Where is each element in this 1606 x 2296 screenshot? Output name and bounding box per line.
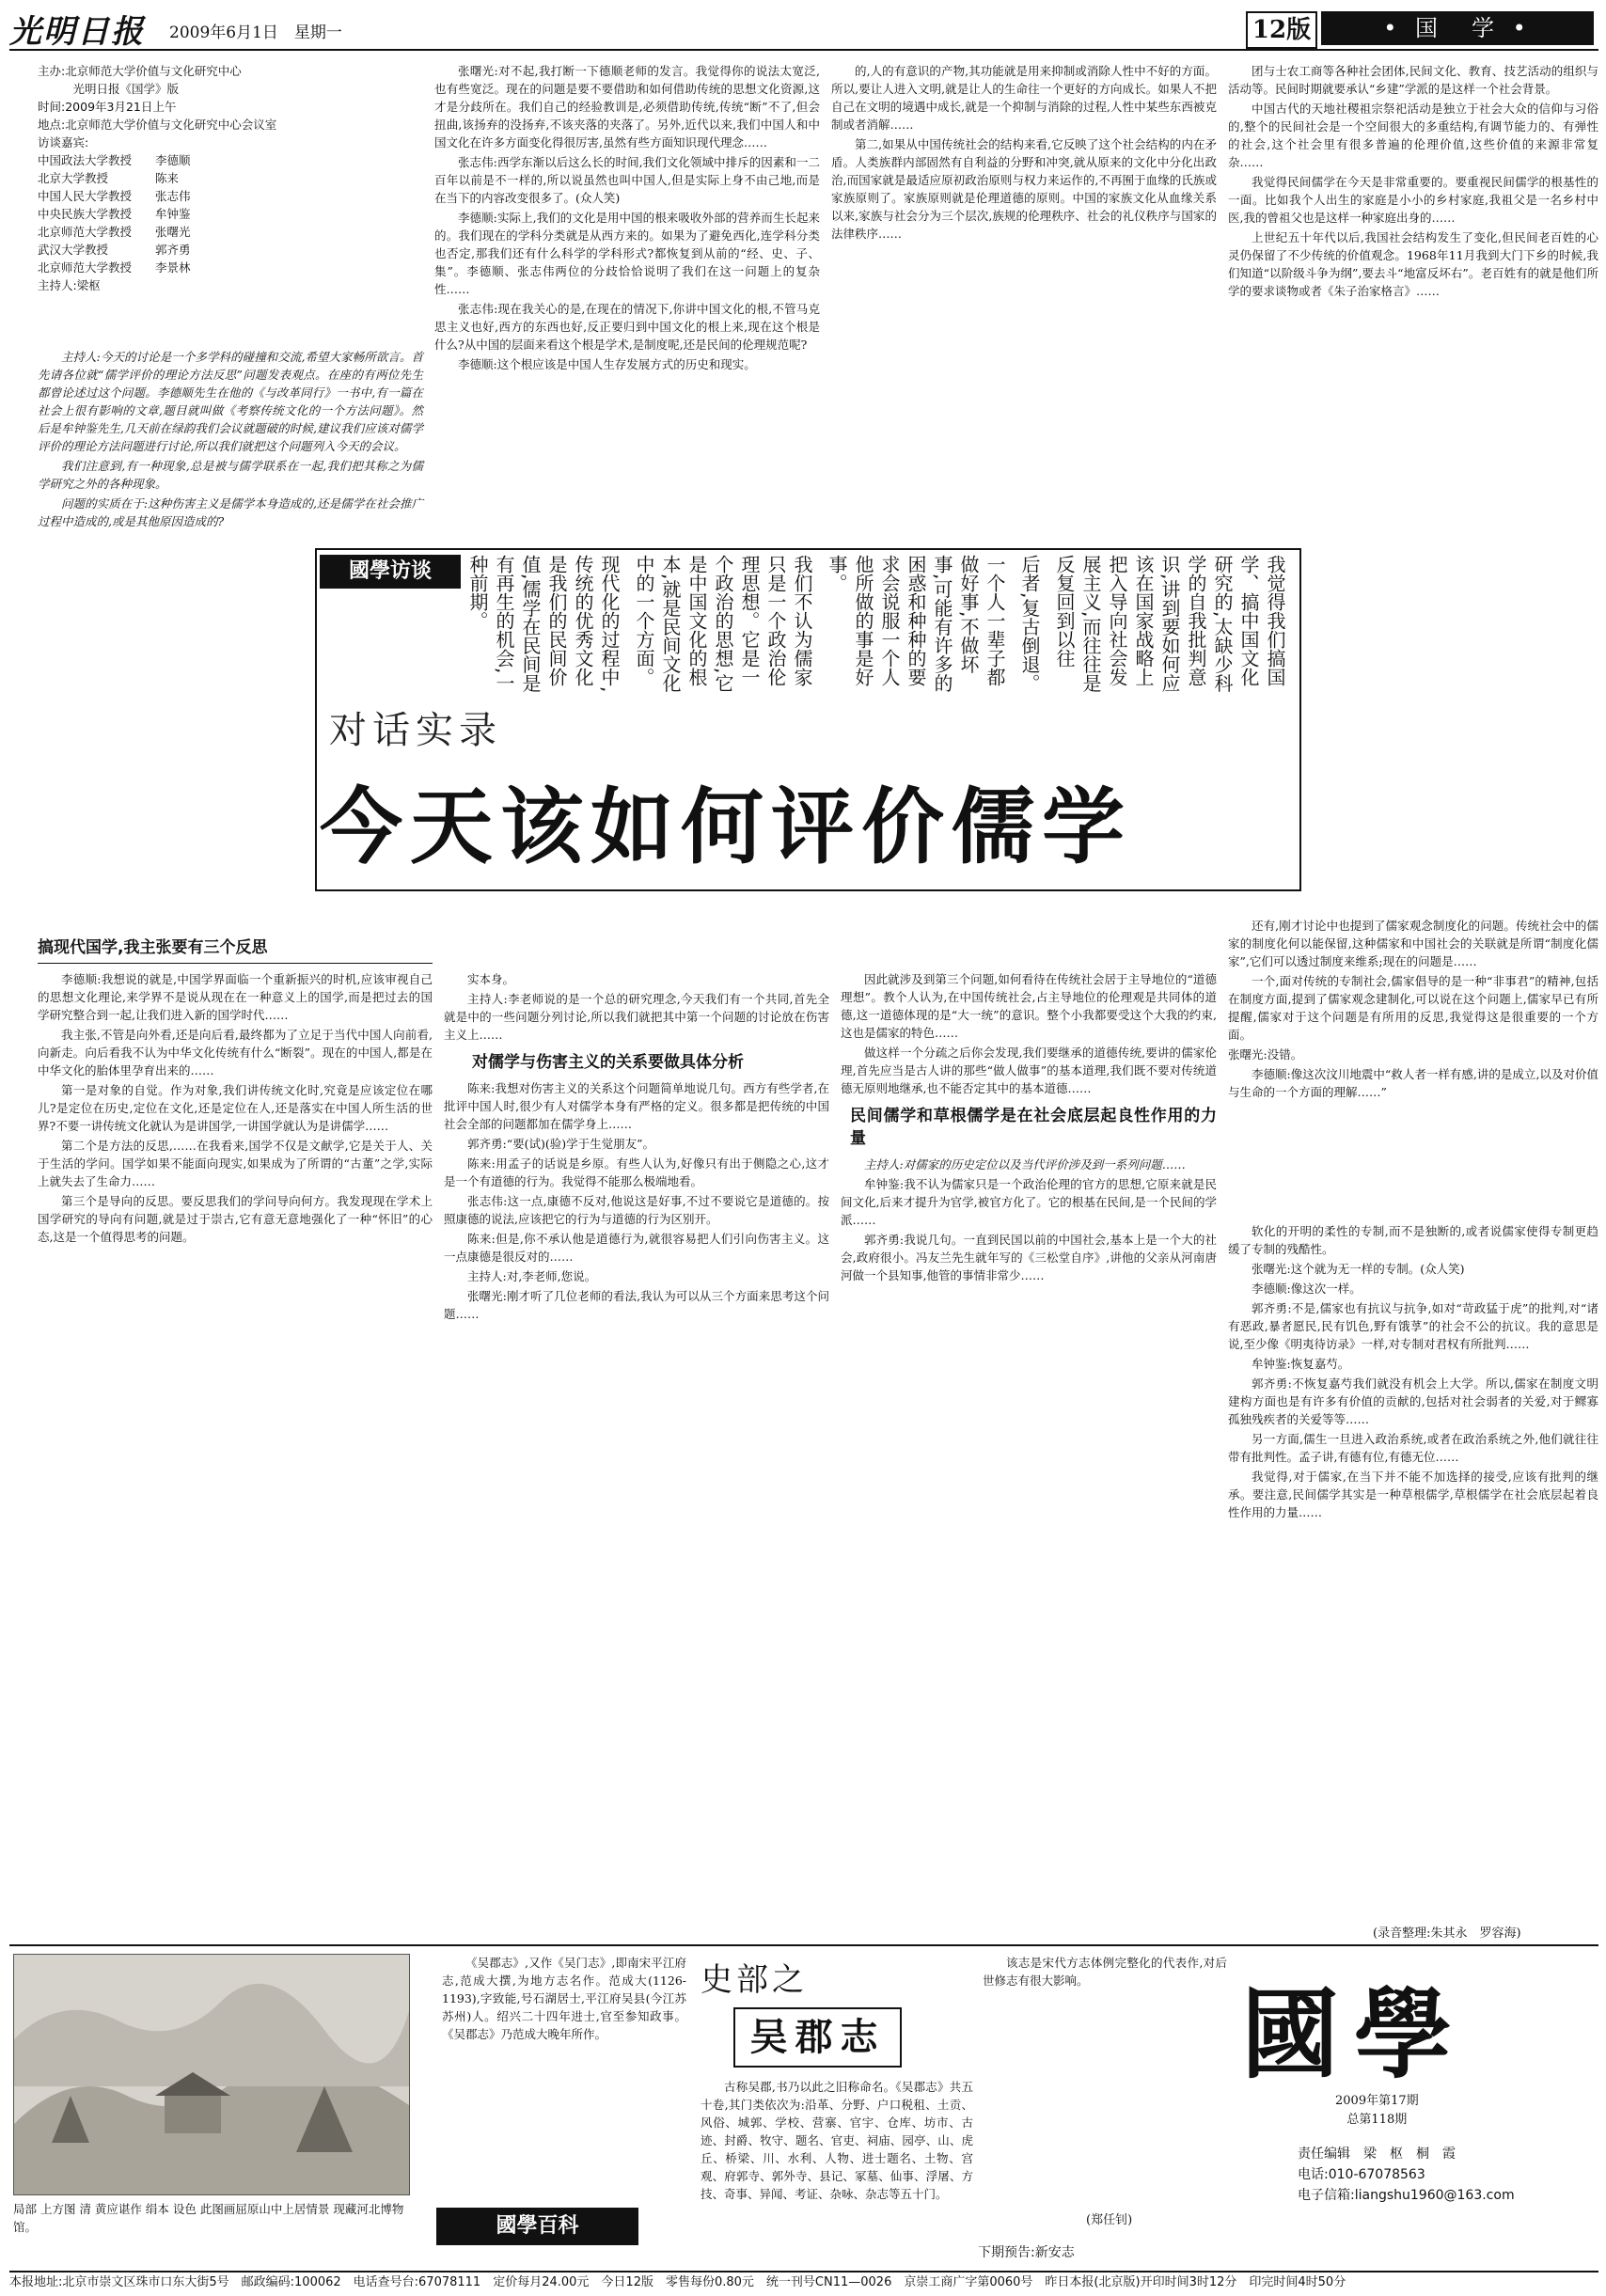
dialogue-paragraph: 主持人:对,李老师,您说。 bbox=[467, 1269, 597, 1283]
section-name: • 国 学 • bbox=[1321, 11, 1594, 45]
dialogue-paragraph: 牟钟鉴:我不认为儒家只是一个政治伦理的官方的思想,它原来就是民间文化,后来才提升为官学,被官方化了。它的根基在民间,是一个民间的学派…… bbox=[841, 1177, 1217, 1227]
dialogue-paragraph: 郭齐勇:不恢复嘉芍我们就没有机会上大学。所以,儒家在制度文明建构方面也是有许多有价值的贡献的,包括对社会弱者的关爱,对于鳏寡孤独残疾者的关爱等等…… bbox=[1228, 1376, 1598, 1426]
baike-entry-title: 吴郡志 bbox=[733, 2007, 902, 2068]
dialogue-paragraph: 另一方面,儒生一旦进入政治系统,或者在政治系统之外,他们就往往带有批判性。孟子讲,有德有位,有德无位…… bbox=[1228, 1432, 1598, 1464]
page-number: 12版 bbox=[1246, 11, 1317, 49]
dialogue-paragraph: 我主张,不管是向外看,还是向后看,最终都为了立足于当代中国人向前看,向新走。向后看我不认为中华文化传统有什么“断裂”。现在的中国人,都是在中华文化的胎体里孕育出来的…… bbox=[38, 1028, 433, 1077]
event-meta bbox=[38, 62, 423, 344]
intro-paragraph: 我们注意到,有一种现象,总是被与儒学联系在一起,我们把其称之为儒学研究之外的各种现象。 bbox=[38, 459, 423, 491]
dialogue-paragraph: 陈来:但是,你不承认他是道德行为,就很容易把人们引向伤害主义。这一点康德是很反对的…… bbox=[444, 1232, 829, 1264]
baike-text-block-2 bbox=[701, 2078, 973, 2228]
baike-category: 史部之 bbox=[701, 1961, 808, 1999]
issue-line: 总第118期 bbox=[1346, 2113, 1408, 2127]
lower-column-3 bbox=[841, 970, 1217, 1934]
dialogue-paragraph: 团与士农工商等各种社会团体,民间文化、教育、技艺活动的组织与活动等。民间时期就要承认“乡建”学派的是这样一个社会背景。 bbox=[1228, 64, 1598, 96]
pull-quote-line: 我觉得我们搞国学、搞中国文化研究的,太缺少科学的自我批判意识,讲到要如何应该在国家战略上把入导向社会发展主义,而往往是反复回到以往 bbox=[1053, 555, 1286, 693]
dialogue-paragraph: 张志伟:西学东渐以后这么长的时间,我们文化领域中排斥的因素和一二百年以前是不一样的,所以说虽然也叫中国人,但是实际上身不由己地,而是在当下的内容改变很多了。(众人笑) bbox=[434, 155, 820, 205]
dialogue-paragraph: 李德顺:我想说的就是,中国学界面临一个重新振兴的时机,应该审视自己的思想文化理论,来学界不是说从现在在一种意义上的国学,而是把过去的国学研究整合到一起,让我们进入新的国学时代…… bbox=[38, 972, 433, 1022]
dialogue-paragraph: 张曙光:这个就为无一样的专制。(众人笑) bbox=[1252, 1262, 1465, 1276]
issue-date: 2009年6月1日 星期一 bbox=[169, 24, 342, 42]
dialogue-paragraph: 软化的开明的柔性的专制,而不是独断的,或者说儒家使得专制更趋缓了专制的残酷性。 bbox=[1228, 1224, 1598, 1256]
section-logo-guoxue: 國學 bbox=[1241, 1977, 1468, 2092]
dialogue-paragraph: 郭齐勇:“要(试)(验)学于生觉朋友”。 bbox=[467, 1137, 654, 1151]
baike-text-block-1 bbox=[442, 1954, 686, 2198]
dialogue-paragraph: 郭齐勇:我说几句。一直到民国以前的中国社会,基本上是一个大的社会,政府很小。冯友兰先生就年写的《三松堂自序》,讲他的父亲从河南唐河做一个县知事,他管的事情非常少…… bbox=[841, 1233, 1217, 1282]
dialogue-paragraph: 中国古代的天地社稷祖宗祭祀活动是独立于社会大众的信仰与习俗的,整个的民间社会是一个空间很大的多重结构,有调节能力的、有弹性的社会,这个社会里有很多普遍的伦理价值,这些价值的来源非常复杂…… bbox=[1228, 102, 1598, 169]
issue-line: 2009年第17期 bbox=[1335, 2094, 1419, 2108]
dialogue-paragraph: 我觉得民间儒学在今天是非常重要的。要重视民间儒学的根基性的一面。比如我个人出生的家庭是小小的乡村家庭,我祖父是一名乡村中医,我的曾祖父也是这样一种家庭出身的…… bbox=[1228, 175, 1598, 225]
meta-line: 主持人:梁枢 bbox=[38, 278, 101, 292]
lower-column-2 bbox=[444, 970, 829, 1934]
meta-line: 北京师范大学教授 李景林 bbox=[38, 260, 191, 275]
dialogue-paragraph: 第二,如果从中国传统社会的结构来看,它反映了这个社会结构的内在矛盾。人类族群内部固然有自利益的分野和冲突,就从原来的文化中分化出政治,而国家就是最适应原初政治原则与权力来运作的,不再囿于血缘的氏族或家族原则了。家族原则就是伦理道德的原则。中国的家族文化从血缘关系以来,家族与社会分为三个层次,族规的伦理秩序、社会的礼仪秩序与国家的法律秩序…… bbox=[831, 137, 1217, 241]
feature-title: 今天该如何评价儒学 bbox=[320, 778, 1133, 875]
painting-caption: 局部 上方图 清 黄应谌作 绢本 设色 此图画屈原山中上居情景 现藏河北博物馆。 bbox=[13, 2202, 404, 2234]
dialogue-column-2 bbox=[434, 62, 820, 542]
dialogue-paragraph: 张志伟:这一点,康德不反对,他说这是好事,不过不要说它是道德的。按照康德的说法,应该把它的行为与道德的行为区别开。 bbox=[444, 1194, 829, 1226]
pull-quote-line: 后者,复古倒退。 bbox=[1018, 555, 1041, 693]
issue-number bbox=[1335, 2092, 1419, 2130]
meta-line: 时间:2009年3月21日上午 bbox=[38, 100, 177, 114]
meta-line: 地点:北京师范大学价值与文化研究中心会议室 bbox=[38, 118, 277, 132]
baike-paragraph: 古称吴郡,书乃以此之旧称命名。《吴郡志》共五十卷,其门类依次为:沿革、分野、户口税租、土贡、风俗、城郭、学校、营寨、官宇、仓库、坊市、古迹、封爵、牧守、题名、官吏、祠庙、园亭、山、虎丘、桥梁、川、水利、人物、进士题名、土物、宫观、府郭寺、郭外寺、县记、冢墓、仙事、浮屠、方技、奇事、异闻、考证、杂咏、杂志等五十门。 bbox=[701, 2080, 973, 2201]
meta-line: 主办:北京师范大学价值与文化研究中心 bbox=[38, 64, 242, 78]
dialogue-paragraph: 李德顺:这个根应该是中国人生存发展方式的历史和现实。 bbox=[458, 357, 756, 371]
meta-line: 北京师范大学教授 张曙光 bbox=[38, 225, 191, 239]
dialogue-paragraph: 张志伟:现在我关心的是,在现在的情况下,你讲中国文化的根,不管马克思主义也好,西方的东西也好,反正要归到中国文化的根上来,现在这个根是什么?从中国的层面来看这个根是学术,是制度呢,还是民间的伦理规范呢? bbox=[434, 302, 820, 352]
dialogue-paragraph: 张曙光:对不起,我打断一下德顺老师的发言。我觉得你的说法太宽泛,也有些宽泛。现在的问题是要不要借助和如何借助传统的思想文化资源,这才是分歧所在。我们自己的经验教训是,必须借助传统,传统“断”不了,但会扭曲,该扬弃的没扬弃,不该夹落的夹落了。另外,近代以来,我们中国人和中国文化在许多方面变化得很厉害,虽然有些方面知识现代理念…… bbox=[434, 64, 820, 149]
section-heading: 民间儒学和草根儒学是在社会底层起良性作用的力量 bbox=[850, 1107, 1217, 1148]
intro-paragraph: 主持人:今天的讨论是一个多学科的碰撞和交流,希望大家畅所欲言。首先请各位就“儒学评价的理论方法反思”问题发表观点。在座的有两位先生都曾论述过这个问题。李德顺先生在他的《与改革同行》一书中,有一篇在社会上很有影响的文章,题目就叫做《考察传统文化的一个方法问题》。然后是牟钟鉴先生,几天前在绿韵我们会议就题破的时候,建议我们应该对儒学评价的理论方法问题进行讨论,所以我们就把这个问题列入今天的会议。 bbox=[38, 350, 423, 453]
next-issue-preview: 下期预告:新安志 bbox=[978, 2245, 1075, 2260]
dialogue-paragraph: 因此就涉及到第三个问题,如何看待在传统社会居于主导地位的“道德理想”。教个人认为,在中国传统社会,占主导地位的伦理观是共同体的道德,这一道德体现的是“大一统”的意识。整个小我都要受这个大我的约束,这也是儒家的特色…… bbox=[841, 972, 1217, 1040]
editor-line: 责任编辑 梁 枢 桐 霞 bbox=[1298, 2147, 1456, 2162]
page-footer: 本报地址:北京市崇文区珠市口东大街5号 邮政编码:100062 电话查号台:67078111 定价每月24.00元 今日12版 零售每份0.80元 统一刊号CN11—0026 京崇工商广字第0060号 昨日本报(北京版)开印时间3时12分 印完时间4时50分 bbox=[9, 2271, 1598, 2293]
meta-line: 中央民族大学教授 牟钟鉴 bbox=[38, 207, 191, 221]
dialogue-paragraph: 实本身。 bbox=[467, 972, 515, 986]
baike-author: (郑任钊) bbox=[1086, 2213, 1133, 2227]
intro-paragraph: 问题的实质在于:这种伤害主义是儒学本身造成的,还是儒学在社会推广过程中造成的,或是其他原因造成的? bbox=[38, 496, 423, 528]
pull-quote-line: 现代化的过程中,传统的优秀文化是我们的民间价值,儒学在民间是有再生的机会,一种前期。 bbox=[466, 555, 621, 693]
meta-line: 武汉大学教授 郭齐勇 bbox=[38, 243, 191, 257]
dialogue-paragraph: 主持人:李老师说的是一个总的研究理念,今天我们有一个共同,首先全就是中的一些问题分列讨论,所以我们就把其中第一个问题的讨论放在伤害主义上…… bbox=[444, 992, 829, 1042]
dialogue-paragraph: 李德顺:实际上,我们的文化是用中国的根来吸收外部的营养而生长起来的。我们现在的学科分类就是从西方来的。如果为了避免西化,连学科分类也否定,那我们还有什么科学的学科形式?都恢复到从前的“经、史、子、集”。李德顺、张志伟两位的分歧恰恰说明了我们在这一问题上的复杂性…… bbox=[434, 211, 820, 296]
interview-banner-label: 國學访谈 bbox=[320, 555, 461, 589]
dialogue-paragraph: 牟钟鉴:恢复嘉芍。 bbox=[1252, 1357, 1350, 1371]
dialogue-paragraph: 一个,面对传统的专制社会,儒家倡导的是一种“非事君”的精神,包括在制度方面,提到了儒家观念建制化,可以说在这个问题上,儒家早已有所提醒,儒家对于这个问题是有所用的反思,我觉得这是很重要的一个方面。 bbox=[1228, 974, 1598, 1042]
divider bbox=[38, 963, 433, 964]
dialogue-paragraph: 做这样一个分疏之后你会发现,我们要继承的道德传统,要讲的儒家伦理,首先应当是古人讲的那些“做人做事”的基本道理,我们既不要对传统道德无原则地继承,也不能否定其中的基本道德…… bbox=[841, 1046, 1217, 1095]
pull-quote-vertical bbox=[466, 555, 1288, 696]
dialogue-paragraph: 李德顺:像这次汶川地震中“救人者一样有感,讲的是成立,以及对价值与生命的一个方面的理解……” bbox=[1228, 1067, 1598, 1099]
editor-line: 电话:010-67078563 bbox=[1298, 2167, 1425, 2182]
editor-line: 电子信箱:liangshu1960@163.com bbox=[1298, 2188, 1515, 2203]
section-heading: 对儒学与伤害主义的关系要做具体分析 bbox=[472, 1053, 744, 1072]
dialogue-paragraph: 郭齐勇:不是,儒家也有抗议与抗争,如对“苛政猛于虎”的批判,对“诸有恶政,暴者愿民,民有饥色,野有饿莩”的社会不公的抗议。我的意思是说,至少像《明夷待访录》一样,对专制对君权有所批判…… bbox=[1228, 1301, 1598, 1351]
dialogue-paragraph: 张曙光:没错。 bbox=[1228, 1047, 1303, 1062]
lower-column-1 bbox=[38, 970, 433, 1934]
feature-subtitle: 对话实录 bbox=[329, 709, 502, 752]
dialogue-paragraph: 第一是对象的自觉。作为对象,我们讲传统文化时,究竟是应该定位在哪儿?是定位在历史,定位在文化,还是定位在人,还是落实在中国人所生活的世界?不要一讲传统文化就认为是讲国学,一讲国学就认为是讲儒学…… bbox=[38, 1083, 433, 1133]
pull-quote-line: 一个人一辈子都做好事,不做坏事,可能有许多的困惑和种种的要求会说服一个人他所做的事是好事。 bbox=[826, 555, 1006, 693]
dialogue-paragraph: 还有,刚才讨论中也提到了儒家观念制度化的问题。传统社会中的儒家的制度化何以能保留,这种儒家和中国社会的关联就是所谓“制度化儒家”,它们可以透过制度来维系;现在的问题是…… bbox=[1228, 919, 1598, 968]
baike-paragraph: 《吴郡志》,又作《吴门志》,即南宋平江府志,范成大撰,为地方志名作。范成大(1126-1193),字致能,号石湖居士,平江府吴县(今江苏苏州)人。绍兴二十四年进士,官至参知政事。《吴郡志》乃范成大晚年所作。 bbox=[442, 1956, 686, 2041]
meta-line: 光明日报《国学》版 bbox=[38, 82, 180, 96]
painting-illustration bbox=[14, 1955, 409, 2194]
dialogue-paragraph: 我觉得,对于儒家,在当下并不能不加选择的接受,应该有批判的继承。要注意,民间儒学其实是一种草根儒学,草根儒学在社会底层起着良性作用的力量…… bbox=[1228, 1470, 1598, 1519]
dialogue-paragraph: 的,人的有意识的产物,其功能就是用来抑制或消除人性中不好的方面。所以,要让人进入文明,就是让人的生命往一个更好的方向成长。如果人不把自己在文明的境遇中成长,就是一个抑制与消除的过程,人性中某些东西被克制或者消解…… bbox=[831, 64, 1217, 132]
section-heading: 搞现代国学,我主张要有三个反思 bbox=[38, 938, 268, 957]
dialogue-paragraph: 张曙光:刚才听了几位老师的看法,我认为可以从三个方面来思考这个问题…… bbox=[444, 1289, 829, 1321]
dialogue-paragraph: 第三个是导向的反思。要反思我们的学问导向何方。我发现现在学术上国学研究的导向有问题,就是过于崇古,它有意无意地强化了一种“怀旧”的心态,这是一个值得思考的问题。 bbox=[38, 1194, 433, 1244]
dialogue-column-3 bbox=[831, 62, 1217, 542]
dialogue-paragraph: 李德顺:像这次一样。 bbox=[1252, 1282, 1362, 1296]
dialogue-paragraph: 上世纪五十年代以后,我国社会结构发生了变化,但民间老百姓的心灵仍保留了不少传统的价值观念。1968年11月我到大门下乡的时候,我们知道“以阶级斗争为纲”,要去斗“地富反坏右”。老百姓有的就是他们所学的要求谈物或者《朱子治家格言》…… bbox=[1228, 230, 1598, 298]
baike-text-block-3 bbox=[983, 1954, 1227, 2208]
baike-paragraph: 该志是宋代方志体例完整化的代表作,对后世修志有很大影响。 bbox=[983, 1956, 1227, 1988]
meta-line: 中国人民大学教授 张志伟 bbox=[38, 189, 191, 203]
baike-label: 國學百科 bbox=[436, 2208, 638, 2245]
pull-quote-line: 我们不认为儒家只是一个政治伦理思想。它是一个政治的思想,它是中国文化的根本,就是民间文化中的一个方面。 bbox=[633, 555, 813, 693]
lower-column-4 bbox=[1228, 1222, 1598, 1918]
editor-info bbox=[1298, 2144, 1515, 2206]
meta-line: 访谈嘉宾: bbox=[38, 135, 89, 149]
newspaper-logo: 光明日报 bbox=[9, 13, 145, 51]
dialogue-paragraph: 第二个是方法的反思,……在我看来,国学不仅是文献学,它是关于人、关于生活的学问。国学如果不能面向现实,如果成为了所谓的“古董”之学,实际上就失去了生命力…… bbox=[38, 1139, 433, 1188]
meta-line: 北京大学教授 陈来 bbox=[38, 171, 180, 185]
meta-line: 中国政法大学教授 李德顺 bbox=[38, 153, 191, 167]
transcription-credit: (录音整理:朱其永 罗容海) bbox=[1373, 1926, 1521, 1941]
landscape-painting-image bbox=[13, 1954, 410, 2195]
dialogue-paragraph: 陈来:用孟子的话说是乡原。有些人认为,好像只有出于侧隐之心,这才是一个有道德的行为。我觉得不能那么极端地看。 bbox=[444, 1156, 829, 1188]
dialogue-paragraph: 主持人:对儒家的历史定位以及当代评价涉及到一系列问题…… bbox=[864, 1157, 1186, 1172]
dialogue-paragraph: 陈来:我想对伤害主义的关系这个问题简单地说几句。西方有些学者,在批评中国人时,很少有人对儒学本身有严格的定义。很多都是把传统的中国社会全部的问题都加在儒学身上…… bbox=[444, 1081, 829, 1131]
